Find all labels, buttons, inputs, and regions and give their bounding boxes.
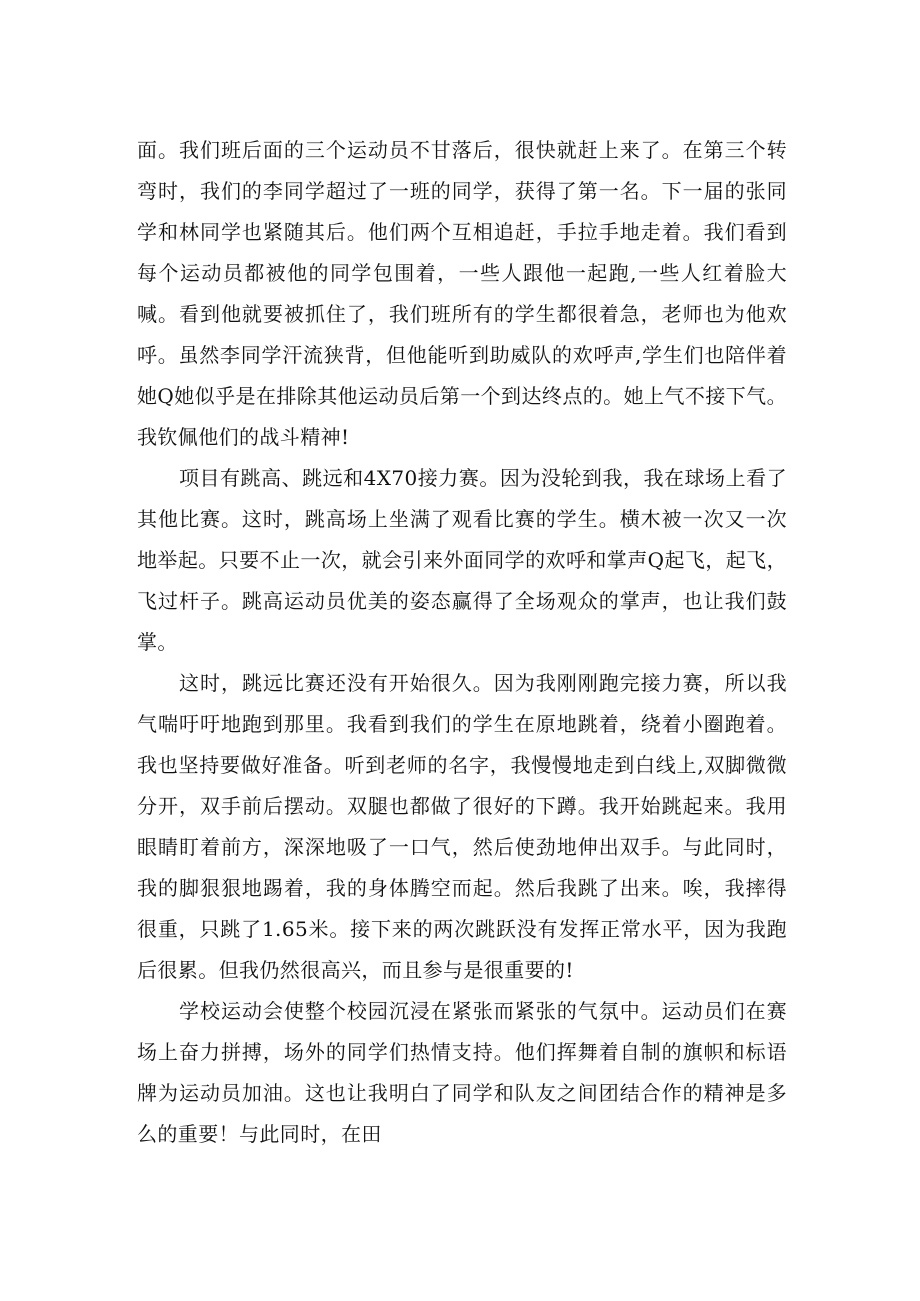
paragraph-2: 项目有跳高、跳远和4X70接力赛。因为没轮到我，我在球场上看了其他比赛。这时，跳高场上坐满了观看比赛的学生。横木被一次又一次地举起。只要不止一次，就会引来外面同学的欢呼和掌声Q起飞，起飞，飞过杆子。跳高运动员优美的姿态赢得了全场观众的掌声，也让我们鼓掌。 <box>137 466 787 654</box>
paragraph-3: 这时，跳远比赛还没有开始很久。因为我刚刚跑完接力赛，所以我气喘吁吁地跑到那里。我看到我们的学生在原地跳着，绕着小圈跑着。我也坚持要做好准备。听到老师的名字，我慢慢地走到白线上,双脚微微分开，双手前后摆动。双腿也都做了很好的下蹲。我开始跳起来。我用眼睛盯着前方，深深地吸了一口气，然后使劲地伸出双手。与此同时，我的脚狠狠地踢着，我的身体腾空而起。然后我跳了出来。唉，我摔得很重，只跳了1.65米。接下来的两次跳跃没有发挥正常水平，因为我跑后很累。但我仍然很高兴，而且参与是很重要的! <box>137 671 787 982</box>
body-text <box>137 130 787 1155</box>
paragraph-1: 面。我们班后面的三个运动员不甘落后，很快就赶上来了。在第三个转弯时，我们的李同学超过了一班的同学，获得了第一名。下一届的张同学和林同学也紧随其后。他们两个互相追赶，手拉手地走着。我们看到每个运动员都被他的同学包围着，一些人跟他一起跑,一些人红着脸大喊。看到他就要被抓住了，我们班所有的学生都很着急，老师也为他欢呼。虽然李同学汗流狭背，但他能听到助威队的欢呼声,学生们也陪伴着她Q她似乎是在排除其他运动员后第一个到达终点的。她上气不接下气。我钦佩他们的战斗精神! <box>137 138 787 449</box>
paragraph-4: 学校运动会使整个校园沉浸在紧张而紧张的气氛中。运动员们在赛场上奋力拼搏，场外的同学们热情支持。他们挥舞着自制的旗帜和标语牌为运动员加油。这也让我明白了同学和队友之间团结合作的精神是多么的重要！与此同时，在田 <box>137 999 787 1146</box>
